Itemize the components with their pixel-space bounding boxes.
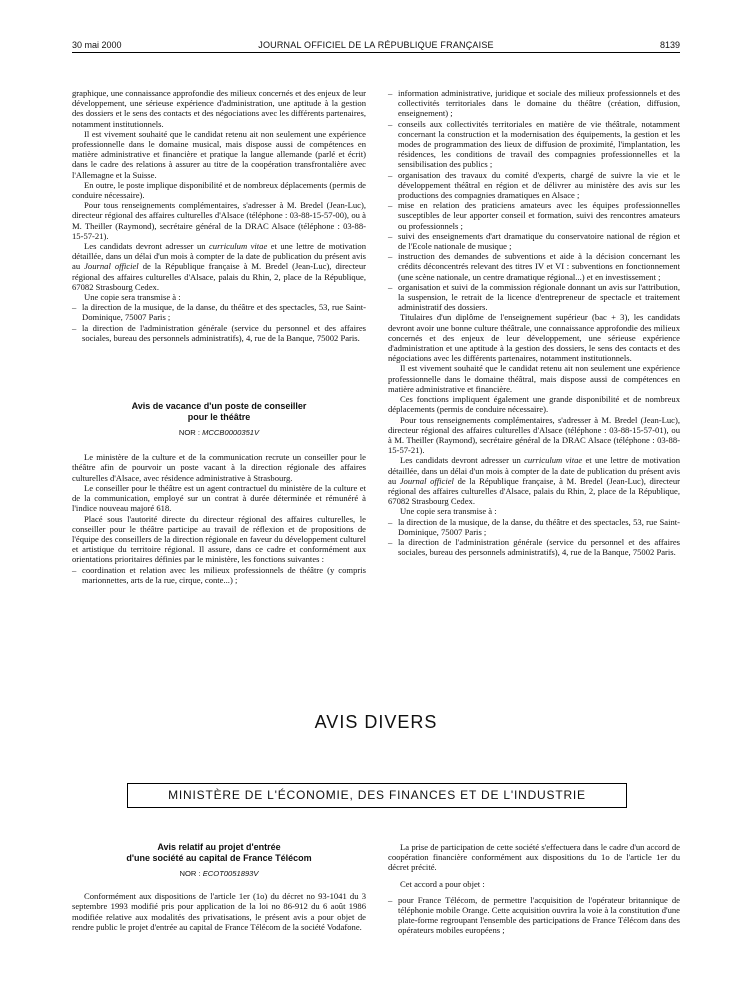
header-page-number: 8139 [659,40,680,50]
list-item: – la direction de la musique, de la danse, du théâtre et des spectacles, 53, rue Saint-Dominique, 75007 Paris ; [72,302,366,322]
paragraph: Le conseiller pour le théâtre est un agent contractuel du ministère de la culture et de la communication, employé sur un contrat à durée déterminée et rémunéré à l'indice nouveau majoré 618. [72,482,366,514]
paragraph: Les candidats devront adresser un curriculum vitae et une lettre de motivation détaillée, dans un délai d'un mois à compter de la date de publication du présent avis au Journal officiel de la République française à M. Bredel (Jean-Luc), directeur régional des affaires culturelles d'Alsace, palais du Rhin, 2, place de la République, 67082 Strasbourg Cedex. [72,241,366,292]
left-column [72,88,366,658]
paragraph: Le ministère de la culture et de la communication recrute un conseiller pour le théâtre afin de pourvoir un poste vacant à la direction régionale des affaires culturelles d'Alsace, avec résidence administrative à Strasbourg. [72,452,366,483]
header-date: 30 mai 2000 [72,40,122,50]
list-item: – pour France Télécom, de permettre l'acquisition de l'opérateur britannique de téléphonie mobile Orange. Cette acquisition ouvrira la voie à la constitution d'une plate-forme regroupant l'ensemble des participations de France Télécom dans des opérateurs mobiles européens ; [388,895,680,936]
list-item: – conseils aux collectivités territoriales en matière de vie théâtrale, notamment concernant la construction et la modernisation des équipements, la gestion et les modes de programmation des lieux de diffusion de proximité, l'implantation, les résidences, les conditions de travail des compagnies professionnelles et la sensibilisation des publics ; [388,119,680,170]
paragraph: graphique, une connaissance approfondie des milieux concernés et des enjeux de leur développement, une sérieuse expérience d'administration, une aptitude à la gestion des dossiers et le sens des contacts et des négociations avec les différents partenaires, notamment institutionnels. [72,88,366,129]
paragraph: Titulaires d'un diplôme de l'enseignement supérieur (bac + 3), les candidats devront avoir une bonne culture théâtrale, une connaissance approfondie des milieux concernés et des enjeux de leur développement, une sérieuse expérience d'administration et une aptitude à la gestion des dossiers, le sens des contacts et des négociations avec les différents partenaires, notamment institutionnels. [388,312,680,364]
list-item: – information administrative, juridique et sociale des milieux professionnels et des collectivités territoriales dans le domaine du théâtre (création, diffusion, enseignement) ; [388,88,680,119]
section-heading: AVIS DIVERS [314,712,438,732]
paragraph: Les candidats devront adresser un curriculum vitae et une lettre de motivation détaillée, dans un délai d'un mois à compter de la date de publication du présent avis au Journal officiel de la République française, à M. Bredel (Jean-Luc), directeur régional des affaires culturelles d'Alsace, palais du Rhin, 2, place de la République, 67082 Strasbourg Cedex. [388,455,681,507]
paragraph: Pour tous renseignements complémentaires, s'adresser à M. Bredel (Jean-Luc), directeur régional des affaires culturelles d'Alsace (téléphone : 03-88-15-57-01), ou à M. Theiller (Raymond), secrétaire général de la DRAC Alsace (téléphone : 03-88-15-57-21). [388,414,680,456]
header-journal-title: JOURNAL OFFICIEL DE LA RÉPUBLIQUE FRANÇAISE [258,40,494,50]
paragraph: Cet accord a pour objet : [400,878,485,889]
paragraph: La prise de participation de cette société s'effectuera dans le cadre d'un accord de coopération financière conformément aux dispositions du 1o de l'article 1er du décret précité. [388,842,680,873]
notice-title: pour le théâtre [187,411,251,422]
paragraph: Il est vivement souhaité que le candidat retenu ait non seulement une expérience professionnelle dans le domaine théâtral, mais dispose aussi de compétences en matière administrative et financière. [388,363,680,394]
paragraph: En outre, le poste implique disponibilité et de nombreux déplacements (permis de conduire nécessaire). [72,179,366,201]
list-item: – la direction de l'administration générale (service du personnel et des affaires sociales, bureau des personnels administratifs), 4, rue de la Banque, 75002 Paris. [72,323,366,343]
paragraph: Il est vivement souhaité que le candidat retenu ait non seulement une expérience professionnelle dans le domaine musical, mais dispose aussi de compétences en matière administrative et financière et pratique la langue allemande (parlé et écrit) dans le cadre des relations à assurer au titre de la coopération transfrontalière avec l'Allemagne et la Suisse. [72,128,366,180]
list-item: – instruction des demandes de subventions et aide à la décision concernant les crédits déconcentrés relevant des titres IV et VI : subventions en fonctionnement (une scène nationale, un centre dramatique régional...) et en investissement ; [388,251,680,282]
paragraph: Conformément aux dispositions de l'article 1er (1o) du décret no 93-1041 du 3 septembre 1993 modifié pris pour application de la loi no 86-912 du 6 août 1986 modifiée relative aux modalités des privatisations, le présent avis a pour objet de rendre public le projet d'entrée au capital de France Télécom de la société Vodafone. [72,891,366,932]
list-item: – suivi des enseignements d'art dramatique du conservatoire national de région et de l'Ecole nationale de musique ; [388,231,680,251]
notice-title: Avis de vacance d'un poste de conseiller [131,401,307,412]
bottom-left-column [72,842,366,962]
nor-reference: NOR : MCCB0000351V [178,428,260,438]
paragraph: Une copie sera transmise à : [400,506,497,517]
notice-title: Avis relatif au projet d'entrée [157,842,281,852]
list-item: – la direction de l'administration générale (service du personnel et des affaires sociales, bureau des personnels administratifs), 4, rue de la Banque, 75002 Paris. [388,537,680,557]
list-item: – organisation des travaux du comité d'experts, chargé de suivre la vie et le développement théâtral en région et de délivrer au ministère des avis sur les productions des compagnies dramatiques en Alsace ; [388,170,680,201]
page-header [72,38,680,53]
recipient-list [72,302,366,343]
notice-title: d'une société au capital de France Télécom [126,852,312,863]
paragraph: Placé sous l'autorité directe du directeur régional des affaires culturelles, le conseiller pour le théâtre participe au travail de réflexion et de propositions de l'équipe des conseillers de la direction régionale en faveur du développement culturel et artistique du territoire régional. Il assure, dans ce cadre et conformément aux orientations prioritaires définies par le ministère, les fonctions suivantes : [72,513,366,565]
nor-reference: NOR : ECOT0051893V [179,869,259,878]
recipient-list [388,517,680,558]
right-column [388,88,680,658]
ministry-banner: MINISTÈRE DE L'ÉCONOMIE, DES FINANCES ET DE L'INDUSTRIE [127,783,627,808]
functions-list [72,565,366,585]
functions-list [388,88,680,312]
bottom-right-column [388,842,680,962]
list-item: – coordination et relation avec les milieux professionnels de théâtre (y compris marionnettes, arts de la rue, cirque, conte...) ; [72,565,366,585]
objectives-list [388,895,680,936]
paragraph: Ces fonctions impliquent également une grande disponibilité et de nombreux déplacements (permis de conduire nécessaire). [388,394,680,415]
list-item: – organisation et suivi de la commission régionale donnant un avis sur l'attribution, la suspension, le retrait de la licence d'entrepreneur de spectacle et traitement administratif des dossiers. [388,282,680,313]
paragraph: Pour tous renseignements complémentaires, s'adresser à M. Bredel (Jean-Luc), directeur régional des affaires culturelles d'Alsace (téléphone : 03-88-15-57-00), ou à M. Theiller (Raymond), secrétaire général de la DRAC Alsace (téléphone : 03-88-15-57-21). [72,200,366,241]
paragraph: Une copie sera transmise à : [84,292,181,303]
list-item: – mise en relation des praticiens amateurs avec les équipes professionnelles susceptibles de leur apporter conseil et formation, suivi des rencontres amateurs ou professionnels ; [388,200,680,231]
list-item: – la direction de la musique, de la danse, du théâtre et des spectacles, 53, rue Saint-Dominique, 75007 Paris ; [388,517,680,537]
